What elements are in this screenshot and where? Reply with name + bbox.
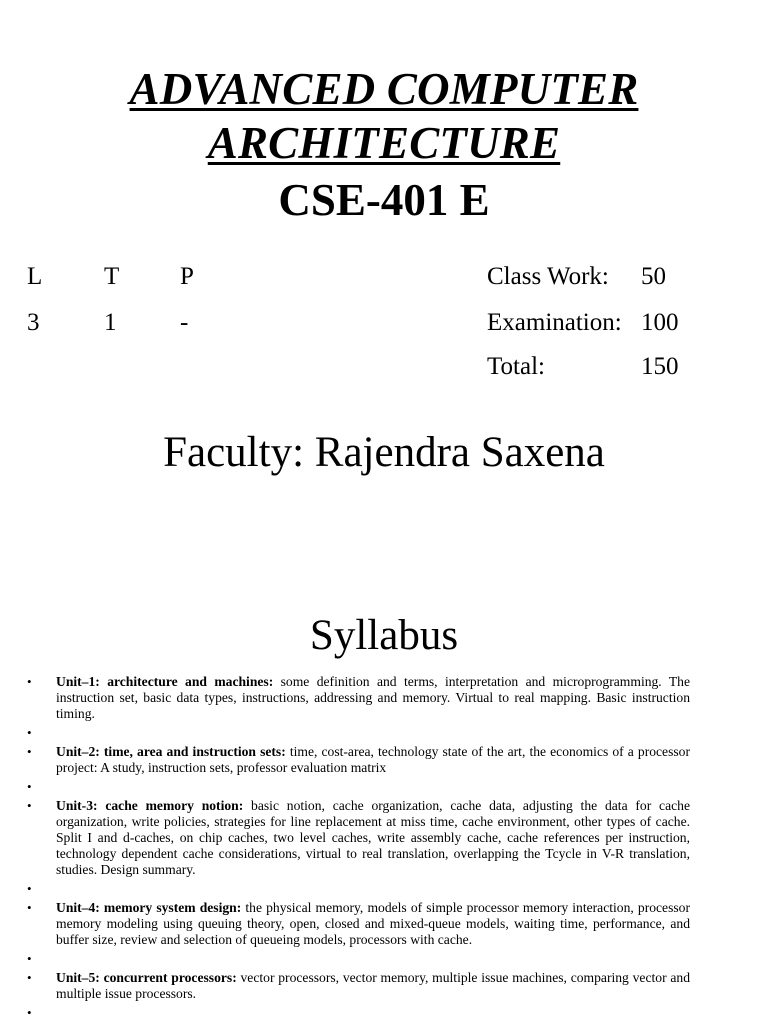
bullet-icon: • <box>27 951 32 966</box>
credit-value-l: 3 <box>27 309 40 336</box>
course-title-line-1: ADVANCED COMPUTER <box>129 64 639 114</box>
bullet-icon: • <box>27 744 32 759</box>
bullet-icon: • <box>27 725 32 740</box>
credit-value-p: - <box>180 309 189 336</box>
unit-description: vector processors, vector memory, multiple issue machines, comparing vector and multiple issue processors. <box>56 970 690 1001</box>
total-value: 150 <box>641 353 679 380</box>
unit-description: basic notion, cache organization, cache data, adjusting the data for cache organization, write policies, strategies for line replacement at miss time, cache environment, other types of cache. Split I and d-caches, on chip caches, two level caches, write assembly cache, cache references per instruction, technology dependent cache considerations, virtual to real translation, overlapping the Tcycle in V-R translation, studies. Design summary. <box>56 798 690 877</box>
class-work-label: Class Work: <box>487 263 609 290</box>
bullet-icon: • <box>27 674 32 689</box>
empty-list-item <box>0 1005 768 1021</box>
bullet-icon: • <box>27 798 32 813</box>
syllabus-unit-list <box>0 674 768 1024</box>
total-label: Total: <box>487 353 545 380</box>
bullet-icon: • <box>27 1005 32 1020</box>
empty-list-item <box>0 951 768 967</box>
bullet-icon: • <box>27 900 32 915</box>
credit-header-p: P <box>180 263 194 290</box>
list-item <box>0 798 768 878</box>
credit-header-l: L <box>27 263 43 290</box>
faculty-name: Faculty: Rajendra Saxena <box>163 429 605 476</box>
unit-heading: Unit–5: concurrent processors: <box>56 970 237 985</box>
list-item <box>0 674 768 722</box>
examination-value: 100 <box>641 309 679 336</box>
unit-heading: Unit-3: cache memory notion: <box>56 798 244 813</box>
empty-list-item <box>0 881 768 897</box>
empty-list-item <box>0 779 768 795</box>
list-item <box>0 900 768 948</box>
credit-value-t: 1 <box>104 309 117 336</box>
unit-heading: Unit–1: architecture and machines: <box>56 674 274 689</box>
syllabus-title: Syllabus <box>309 612 459 659</box>
unit-description: time, cost-area, technology state of the art, the economics of a processor project: A study, instruction sets, professor evaluation matrix <box>56 744 690 775</box>
empty-list-item <box>0 725 768 741</box>
course-code: CSE-401 E <box>278 175 490 225</box>
list-item <box>0 970 768 1002</box>
unit-heading: Unit–4: memory system design: <box>56 900 242 915</box>
credit-header-t: T <box>104 263 120 290</box>
bullet-icon: • <box>27 881 32 896</box>
bullet-icon: • <box>27 779 32 794</box>
examination-label: Examination: <box>487 309 622 336</box>
class-work-value: 50 <box>641 263 666 290</box>
unit-description: the physical memory, models of simple processor memory interaction, processor memory modeling using queuing theory, open, closed and mixed-queue models, waiting time, performance, and buffer size, review and selection of queueing models, processors with cache. <box>56 900 690 947</box>
list-item <box>0 744 768 776</box>
unit-description: some definition and terms, interpretation and microprogramming. The instruction set, basic data types, instructions, addressing and memory. Virtual to real mapping. Basic instruction timing. <box>56 674 690 721</box>
bullet-icon: • <box>27 970 32 985</box>
unit-heading: Unit–2: time, area and instruction sets: <box>56 744 286 759</box>
course-title-line-2: ARCHITECTURE <box>207 118 561 168</box>
